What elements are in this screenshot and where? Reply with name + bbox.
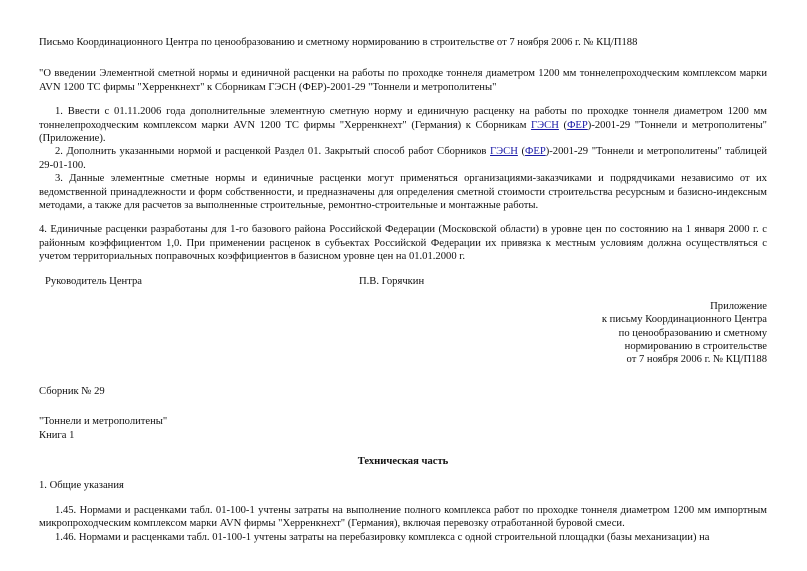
signatory-name: П.В. Горячкин	[359, 275, 425, 287]
letter-subject: "О введении Элементной сметной нормы и единичной расценки на работы по проходке тоннеля диаметром 1200 мм тоннелепроходческим комплексом марки AVN 1200 ТС фирмы "Херренкнехт" к Сборникам ГЭСН (ФЕР)-2001-29 "Тоннели и метрополитены"	[39, 68, 767, 93]
signatory-position: Руководитель Центра	[45, 275, 142, 287]
fer-link[interactable]: ФЕР	[525, 146, 546, 158]
paragraph-1-45: 1.45. Нормами и расценками табл. 01-100-1 учтены затраты на выполнение полного комплекса работ по проходке тоннеля диаметром 1200 мм импортным микропроходческим комплексом марки AVN фирмы "Херренкнехт" (Германия), включая перевозку отработанной буровой смеси.	[39, 504, 767, 530]
gesn-link[interactable]: ГЭСН	[490, 146, 518, 158]
paragraph-1-46: 1.46. Нормами и расценками табл. 01-100-1 учтены затраты на перебазировку комплекса с одной строительной площадки (базы механизации) на	[55, 531, 710, 543]
collection-book: Книга 1	[39, 429, 75, 441]
appendix-line: от 7 ноября 2006 г. № КЦ/П188	[626, 354, 767, 366]
item-4: 4. Единичные расценки разработаны для 1-го базового района Российской Федерации (Московской области) в уровне цен по состоянию на 1 января 2000 г. с районным коэффициентом 1,0. При применении расценок в субъектах Российской Федерации их привязка к местным условиям должна осуществляться с учетом территориальных поправочных коэффициентов в базисном уровне цен на 01.01.2000 г.	[39, 224, 767, 263]
item-3: 3. Данные элементные сметные нормы и единичные расценки могут применяться организациями-заказчиками и подрядчиками независимо от их ведомственной принадлежности и форм собственности, и предназначены для определения сметной стоимости строительства ресурсным и базисно-индексным методами, а также для расчетов за выполненные строительные, ремонтно-строительные и монтажные работы.	[39, 173, 767, 212]
item-2: 2. Дополнить указанными нормой и расценкой Раздел 01. Закрытый способ работ Сборников ГЭСН (ФЕР)-2001-29 "Тоннели и метрополитены" таблицей 29-01-100.	[39, 146, 767, 171]
item-1: 1. Ввести с 01.11.2006 года дополнительные элементную сметную норму и единичную расценку на работы по проходке тоннеля диаметром 1200 мм тоннелепроходческим комплексом марки AVN 1200 ТС фирмы "Херренкнехт" (Германия) к Сборникам ГЭСН (ФЕР)-2001-29 "Тоннели и метрополитены" (Приложение).	[39, 106, 767, 145]
appendix-line: нормированию в строительстве	[624, 340, 767, 352]
letter-title: Письмо Координационного Центра по ценообразованию и сметному нормированию в строительстве от 7 ноября 2006 г. № КЦ/П188	[39, 37, 638, 48]
appendix-header	[39, 300, 767, 367]
subsection-title: 1. Общие указания	[39, 480, 124, 492]
gesn-link[interactable]: ГЭСН	[531, 119, 559, 131]
appendix-line: Приложение	[710, 300, 767, 312]
fer-link[interactable]: ФЕР	[567, 119, 588, 131]
collection-number: Сборник № 29	[39, 385, 105, 397]
document-page	[39, 36, 767, 544]
appendix-line: по ценообразованию и сметному	[618, 327, 767, 339]
signature-block	[39, 275, 767, 289]
collection-name: "Тоннели и метрополитены"	[39, 416, 168, 428]
section-heading: Техническая часть	[357, 455, 449, 467]
appendix-line: к письму Координационного Центра	[601, 314, 767, 326]
